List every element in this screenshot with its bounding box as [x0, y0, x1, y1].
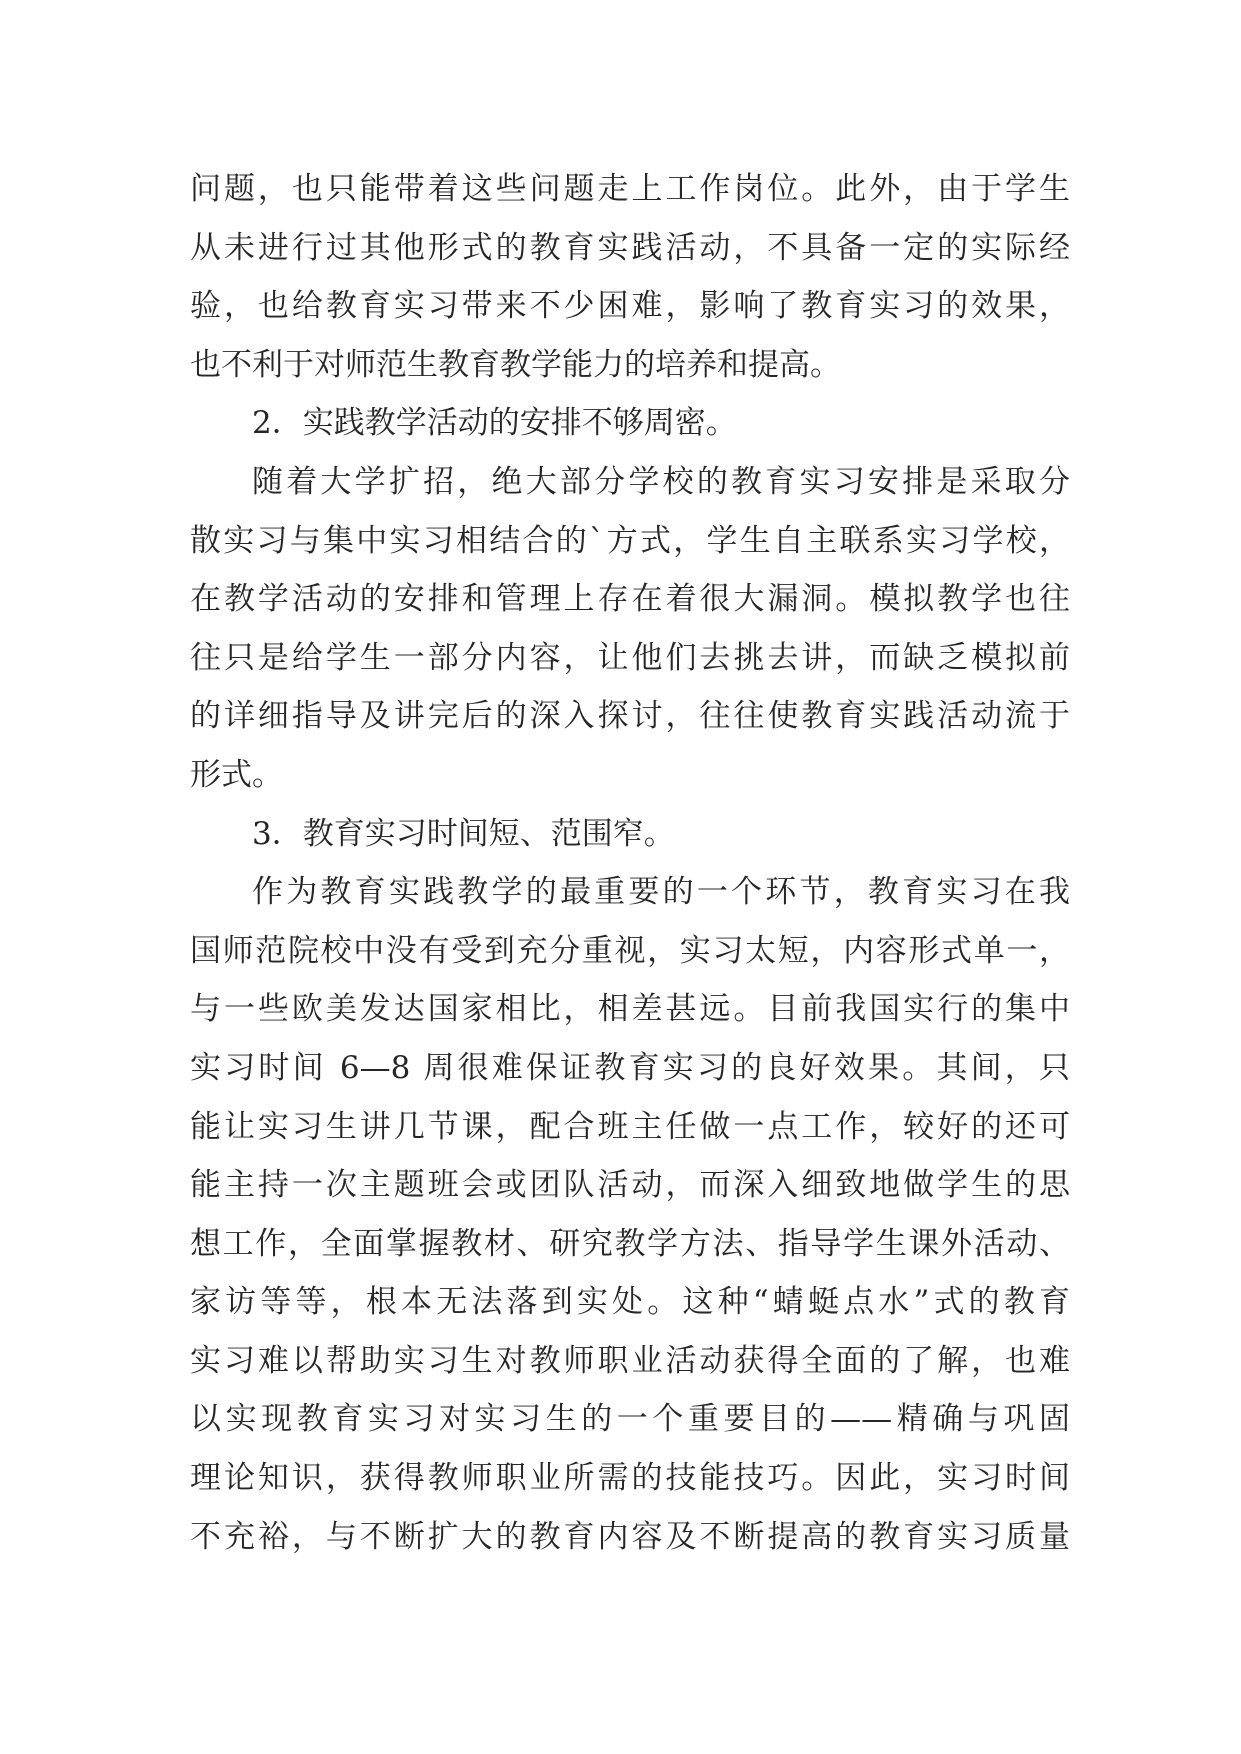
text-line: 与一些欧美发达国家相比，相差甚远。目前我国实行的集中	[190, 991, 1070, 1028]
text-line: 的详细指导及讲完后的深入探讨，往往使教育实践活动流于	[190, 698, 1070, 735]
text-line: 理论知识，获得教师职业所需的技能技巧。因此，实习时间	[190, 1460, 1070, 1497]
text-line: 实习时间 6—8 周很难保证教育实习的良好效果。其间，只	[190, 1049, 1070, 1086]
text-line: 往只是给学生一部分内容，让他们去挑去讲，而缺乏模拟前	[190, 639, 1070, 676]
text-line: 问题，也只能带着这些问题走上工作岗位。此外，由于学生	[190, 171, 1070, 207]
section-heading: 2．实践教学活动的安排不够周密。	[252, 405, 737, 442]
text-line: 散实习与集中实习相结合的`方式，学生自主联系实习学校，	[190, 522, 1070, 559]
text-line: 以实现教育实习对实习生的一个重要目的——精确与巩固	[190, 1401, 1070, 1438]
section-heading: 3．教育实习时间短、范围窄。	[252, 815, 675, 852]
text-line: 家访等等，根本无法落到实处。这种“蜻蜓点水”式的教育	[190, 1284, 1070, 1321]
text-line: 想工作，全面掌握教材、研究教学方法、指导学生课外活动、	[190, 1225, 1070, 1262]
text-line: 从未进行过其他形式的教育实践活动，不具备一定的实际经	[190, 229, 1070, 266]
text-line: 不充裕，与不断扩大的教育内容及不断提高的教育实习质量	[190, 1518, 1070, 1555]
text-line: 实习难以帮助实习生对教师职业活动获得全面的了解，也难	[190, 1342, 1070, 1379]
text-line: 也不利于对师范生教育教学能力的培养和提高。	[190, 346, 841, 383]
text-line: 国师范院校中没有受到充分重视，实习太短，内容形式单一，	[190, 932, 1070, 969]
text-line: 能主持一次主题班会或团队活动，而深入细致地做学生的思	[190, 1167, 1070, 1204]
text-line: 在教学活动的安排和管理上存在着很大漏洞。模拟教学也往	[190, 581, 1070, 618]
text-line: 验，也给教育实习带来不少困难，影响了教育实习的效果，	[190, 288, 1070, 325]
text-line: 能让实习生讲几节课，配合班主任做一点工作，较好的还可	[190, 1108, 1070, 1145]
document-body	[190, 160, 1070, 1566]
text-line: 随着大学扩招，绝大部分学校的教育实习安排是采取分	[252, 463, 1070, 500]
text-line: 作为教育实践教学的最重要的一个环节，教育实习在我	[252, 874, 1070, 911]
text-line: 形式。	[190, 756, 283, 793]
